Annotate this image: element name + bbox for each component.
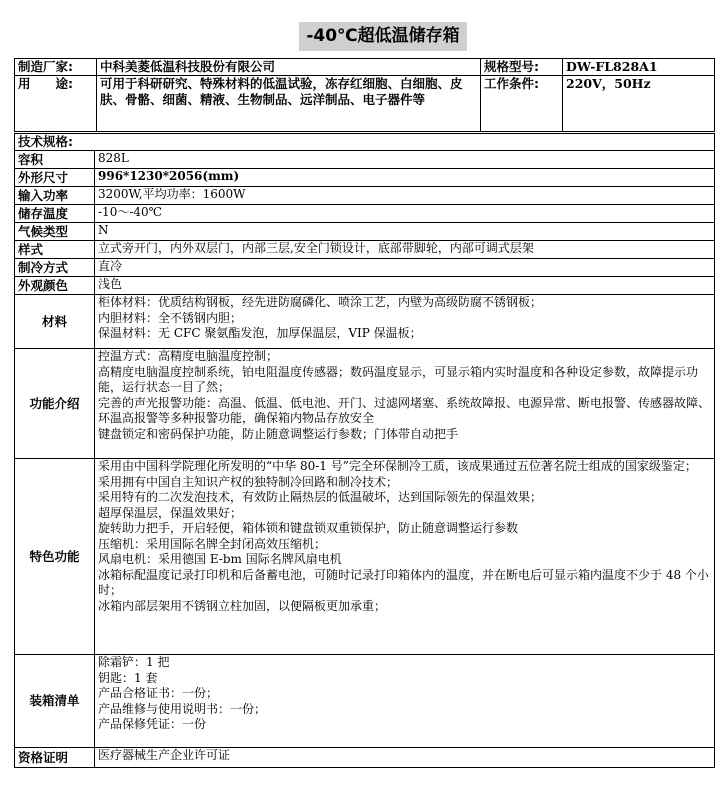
use-label: 用 途:: [15, 76, 97, 132]
spec-value-line: 浅色: [98, 277, 123, 291]
spec-header: 技术规格:: [15, 134, 715, 151]
spec-key: 装箱清单: [15, 655, 95, 748]
spec-value-line: 钥匙：1 套: [98, 670, 158, 685]
spec-row: [15, 349, 715, 459]
spec-value-line: 内胆材料：全不锈钢内胆；: [98, 310, 243, 325]
spec-row: [15, 459, 715, 655]
condition-value: 220V，50Hz: [563, 76, 715, 132]
spec-value: [95, 259, 715, 277]
spec-value-line: -10～-40℃: [98, 205, 163, 219]
spec-value-line: 产品保修凭证：一份: [98, 717, 207, 731]
spec-value-line: 产品维修与使用说明书：一份；: [98, 701, 267, 716]
spec-value-line: 风扇电机：采用德国 E-bm 国际名牌风扇电机: [98, 552, 342, 566]
spec-table: [14, 133, 715, 768]
spec-key: 容积: [15, 151, 95, 169]
spec-row: [15, 259, 715, 277]
spec-row: [15, 223, 715, 241]
spec-value-line: 控温方式：高精度电脑温度控制；: [98, 349, 279, 363]
spec-row: [15, 151, 715, 169]
spec-value: [95, 151, 715, 169]
spec-key: 特色功能: [15, 459, 95, 655]
spec-value: [95, 223, 715, 241]
spec-row: [15, 277, 715, 295]
spec-value: [95, 241, 715, 259]
maker-label: 制造厂家:: [15, 59, 97, 76]
spec-value: [95, 277, 715, 295]
spec-value-line: 保温材料：无 CFC 聚氨酯发泡，加厚保温层，VIP 保温板；: [98, 326, 422, 340]
spec-value-line: 立式旁开门，内外双层门，内部三层,安全门锁设计，底部带脚轮，内部可调式层架: [98, 241, 534, 255]
spec-key: 制冷方式: [15, 259, 95, 277]
spec-value-line: 828L: [98, 151, 129, 165]
spec-value-line: 冰箱标配温度记录打印机和后备蓄电池，可随时记录打印箱体内的温度，并在断电后可显示箱内温度不少于 48 个小时；: [98, 567, 709, 597]
spec-value-line: 超厚保温层，保温效果好；: [98, 505, 243, 520]
spec-key: 材料: [15, 295, 95, 349]
spec-row: [15, 205, 715, 223]
spec-value-line: 产品合格证书：一份；: [98, 686, 219, 700]
model-value: DW-FL828A1: [563, 59, 715, 76]
spec-value-line: 冰箱内部层架用不锈钢立柱加固，以便隔板更加承重；: [98, 598, 387, 613]
spec-value: [95, 187, 715, 205]
spec-key: 储存温度: [15, 205, 95, 223]
spec-row: [15, 187, 715, 205]
spec-key: 样式: [15, 241, 95, 259]
spec-value: [95, 349, 715, 459]
document-title: -40℃超低温储存箱: [299, 22, 467, 51]
spec-value-line: 996*1230*2056(mm): [98, 169, 240, 183]
condition-label: 工作条件:: [481, 76, 563, 132]
spec-value-line: 采用由中国科学院理化所发明的“中华 80-1 号”完全环保制冷工质，该成果通过五位著名院士组成的国家级鉴定；: [98, 459, 697, 473]
spec-key: 输入功率: [15, 187, 95, 205]
spec-value-line: 压缩机：采用国际名牌全封闭高效压缩机；: [98, 536, 327, 551]
spec-value-line: 采用拥有中国自主知识产权的独特制冷回路和制冷技术；: [98, 474, 399, 489]
spec-value: [95, 459, 715, 655]
spec-value-line: 键盘锁定和密码保护功能，防止随意调整运行参数；门体带自动把手: [98, 426, 459, 441]
spec-value-line: 完善的声光报警功能：高温、低温、低电池、开门、过滤网堵塞、系统故障报、电源异常、断电报警、传感器故障、环温高报警等多种报警功能，确保箱内物品存放安全: [98, 395, 711, 425]
spec-value-line: 除霜铲：1 把: [98, 655, 170, 669]
spec-row: [15, 241, 715, 259]
spec-value: [95, 295, 715, 349]
spec-row: [15, 295, 715, 349]
spec-value-line: 3200W,平均功率：1600W: [98, 187, 246, 201]
spec-value-line: N: [98, 223, 109, 237]
spec-key: 外观颜色: [15, 277, 95, 295]
spec-value: [95, 655, 715, 748]
spec-value-line: 高精度电脑温度控制系统，铂电阻温度传感器；数码温度显示，可显示箱内实时温度和各种设定参数，故障提示功能，运行状态一目了然；: [98, 364, 699, 394]
spec-key: 功能介绍: [15, 349, 95, 459]
spec-key: 资格证明: [15, 748, 95, 768]
use-value: 可用于科研研究、特殊材料的低温试验，冻存红细胞、白细胞、皮肤、骨骼、细菌、精液、生物制品、远洋制品、电子器件等: [97, 76, 481, 132]
spec-value-line: 柜体材料：优质结构钢板，经先进防腐磷化、喷涂工艺，内壁为高级防腐不锈钢板；: [98, 295, 543, 309]
spec-value: [95, 205, 715, 223]
spec-key: 外形尺寸: [15, 169, 95, 187]
spec-value-line: 旋转助力把手，开启轻便，箱体锁和键盘锁双重锁保护，防止随意调整运行参数: [98, 521, 519, 535]
maker-value: 中科美菱低温科技股份有限公司: [97, 59, 481, 76]
spec-row: [15, 655, 715, 748]
spec-row: [15, 169, 715, 187]
model-label: 规格型号:: [481, 59, 563, 76]
spec-value-line: 医疗器械生产企业许可证: [98, 748, 231, 762]
spec-row: [15, 748, 715, 768]
spec-value-line: 采用特有的二次发泡技术，有效防止隔热层的低温破坏，达到国际领先的保温效果；: [98, 490, 543, 504]
spec-value: [95, 169, 715, 187]
spec-value-line: 直冷: [98, 259, 123, 273]
header-table: [14, 58, 715, 132]
spec-key: 气候类型: [15, 223, 95, 241]
spec-value: [95, 748, 715, 768]
